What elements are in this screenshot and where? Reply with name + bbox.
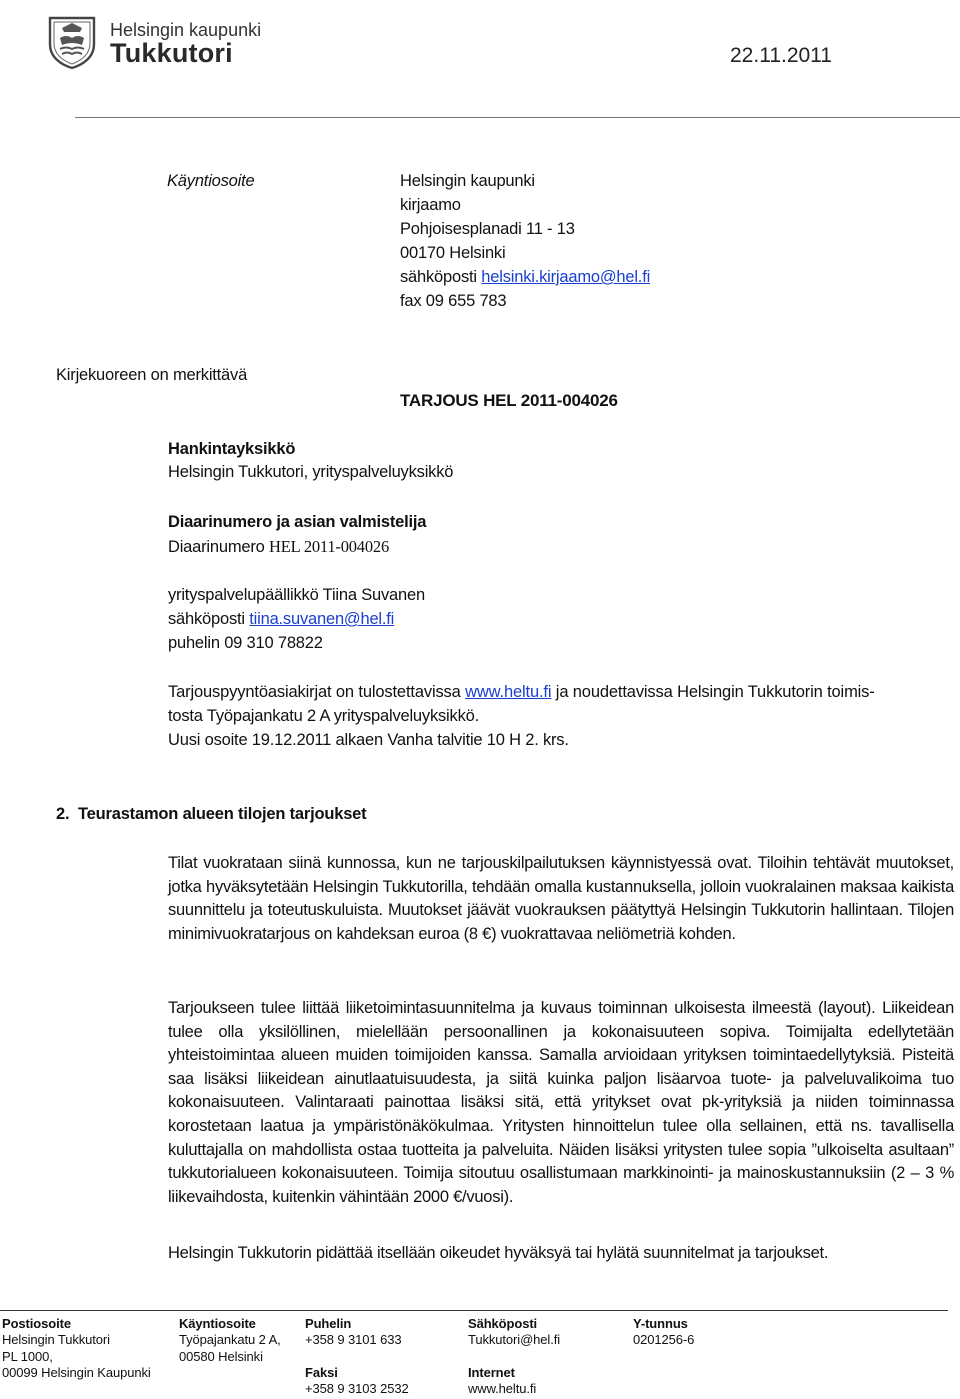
helsinki-crest-icon [44,14,100,70]
section-number: 2. [56,805,70,823]
diary-number-line [168,537,389,557]
procurement-heading: Hankintayksikkö [168,440,296,458]
address-email-line [400,268,650,287]
paragraph-terms: Tilat vuokrataan siinä kunnossa, kun ne tarjouskilpailutuksen käynnistyessä ovat. Tiloihin tehtävät muutokset, jotka hyväksytetään Helsingin Tukkutorilla, tehdään omalla kustannuksella, jolloin vuokralainen maksaa kaikista suunnittelu ja toteutuskuluista. Muutokset jäävät vuokrauksen päätyttyä Helsingin Tukkutorin hallintaan. Tilojen minimivuokratarjous on kahdeksan euroa (8 €) vuokrattavaa neliömetriä kohden. [168,854,954,943]
footer-divider [0,1310,948,1311]
footer-visiting-line: 00580 Helsinki [179,1348,263,1364]
registry-email-link[interactable]: helsinki.kirjaamo@hel.fi [481,268,651,286]
footer-email [468,1316,560,1397]
footer-spacer [305,1349,409,1365]
logo-brand-name: Tukkutori [110,38,233,68]
address-line: 00170 Helsinki [400,244,506,262]
paragraph-rights: Helsingin Tukkutorin pidättää itsellään oikeudet hyväksyä tai hylätä suunnitelmat ja tarjoukset. [168,1244,829,1262]
footer-business-id-heading: Y-tunnus [633,1316,688,1331]
section-title: Teurastamon alueen tilojen tarjoukset [78,805,367,823]
footer-visiting-line: Työpajankatu 2 A, [179,1332,281,1348]
address-line: Helsingin kaupunki [400,172,535,190]
diary-number-prefix: Diaarinumero [168,538,270,556]
documents-line-1 [168,683,954,702]
contact-person: yrityspalvelupäällikkö Tiina Suvanen [168,586,425,604]
footer-postal-heading: Postiosoite [2,1316,71,1331]
envelope-label: Kirjekuoreen on merkittävä [56,366,248,384]
footer-business-id-value: 0201256-6 [633,1332,695,1348]
tukkutori-logo [44,10,274,72]
footer-postal-line: Helsingin Tukkutori [2,1332,110,1348]
address-line: Pohjoisesplanadi 11 - 13 [400,220,575,238]
footer-business-id [633,1316,694,1349]
documents-text-before: Tarjouspyyntöasiakirjat on tulostettavissa [168,683,466,701]
footer-phone-value: +358 9 3101 633 [305,1332,402,1348]
footer-phone [305,1316,409,1397]
diary-heading: Diaarinumero ja asian valmistelija [168,513,427,531]
paragraph-requirements: Tarjoukseen tulee liittää liiketoimintasuunnitelma ja kuvaus toiminnan ulkoisesta ilmeestä (layout). Liikeidean tulee olla yksilöllinen, mielellään persoonallinen ja kokonaisuuteen sopiva. Toimijalta edellytetään yhteistoimintaa alueen muiden toimijoiden kanssa. Samalla arvioidaan yrityksen toimintaedellytyksiä. Pisteitä saa lisäksi liikeidean ainutlaatuisuudesta, ja siitä kuinka paljon lisäarvoa tuote- ja palveluvalikoima tuo kokonaisuuteen. Valintaraati painottaa lisäksi sitä, että yritykset ovat pk-yrityksiä ja niiden toiminnassa korostetaan laatua ja ympäristönäkökulmaa. Yritysten hinnoittelun tulee olla sellainen, että ns. tavallisella kuluttajalla on mahdollista ostaa tuotteita ja palveluita. Näiden lisäksi yritysten tulee sopia ”ulkoiselta asultaan” tukkutorialueen kokonaisuuteen. Toimija sitoutuu osallistumaan markkinointi- ja mainoskustannuksiin (2 – 3 % liikevaihdosta, kuitenkin vähintään 2000 €/vuosi). [168,999,954,1206]
footer-phone-heading: Puhelin [305,1316,352,1331]
offer-title-text: TARJOUS HEL 2011-004026 [400,391,618,410]
footer-postal-line: PL 1000, [2,1348,53,1364]
heltu-link[interactable]: www.heltu.fi [465,683,552,701]
documents-line-2: tosta Työpajankatu 2 A yrityspalveluyksikkö. [168,707,479,725]
documents-text-after: ja noudettavissa Helsingin Tukkutorin toimis- [551,683,875,701]
contact-email-prefix: sähköposti [168,610,250,628]
footer-fax-heading: Faksi [305,1364,338,1380]
footer-spacer [468,1349,560,1365]
document-date: 22.11.2011 [730,44,832,67]
address-line: kirjaamo [400,196,461,214]
footer-postal-line: 00099 Helsingin Kaupunki [2,1364,151,1380]
header-divider [75,117,960,118]
diary-number: HEL 2011-004026 [269,537,389,556]
footer-email-heading: Sähköposti [468,1316,538,1331]
footer-visiting [179,1316,281,1365]
footer-postal [2,1316,151,1381]
visiting-address-label: Käyntiosoite [167,172,255,190]
offer-title [400,391,618,411]
contact-email-link[interactable]: tiina.suvanen@hel.fi [249,610,395,628]
footer-visiting-heading: Käyntiosoite [179,1316,256,1331]
logo-city-name: Helsingin kaupunki [110,20,262,40]
footer-fax-value: +358 9 3103 2532 [305,1381,409,1397]
footer-web-heading: Internet [468,1364,515,1380]
address-email-prefix: sähköposti [400,268,482,286]
footer-email-value[interactable]: Tukkutori@hel.fi [468,1332,561,1348]
contact-email-line [168,610,394,629]
documents-line-3: Uusi osoite 19.12.2011 alkaen Vanha talvitie 10 H 2. krs. [168,731,569,749]
address-fax: fax 09 655 783 [400,292,507,310]
procurement-unit: Helsingin Tukkutori, yrityspalveluyksikkö [168,463,454,481]
contact-phone: puhelin 09 310 78822 [168,634,323,652]
footer-web-value[interactable]: www.heltu.fi [468,1381,537,1397]
